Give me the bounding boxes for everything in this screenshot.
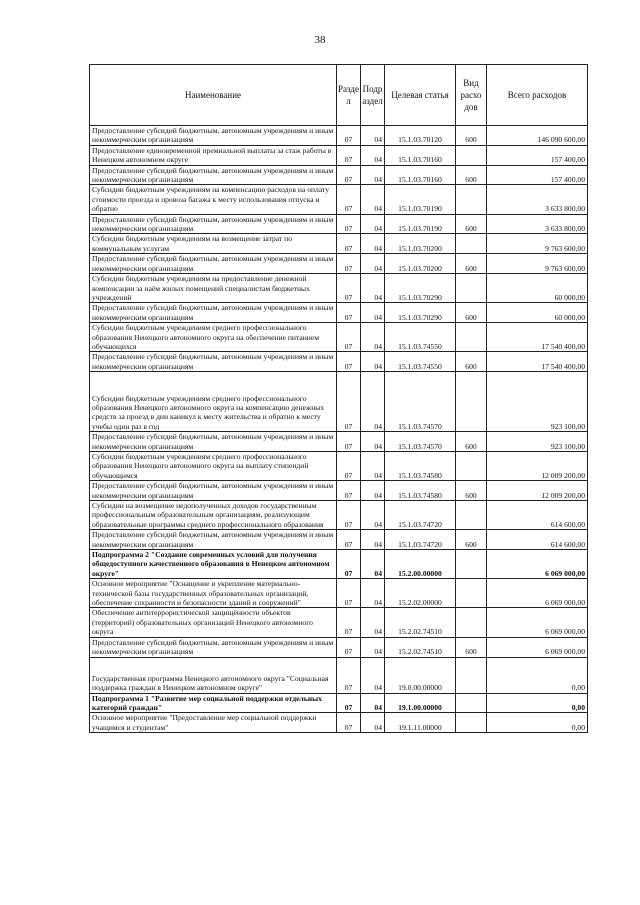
row-total: 3 633 800,00 [487,214,588,234]
row-subsection: 04 [361,693,385,713]
row-total: 0,00 [487,693,588,713]
row-subsection: 04 [361,214,385,234]
table-row [90,501,588,530]
row-exp-type [456,323,487,352]
row-section: 07 [337,165,361,185]
row-exp-type [456,550,487,579]
row-exp-type: 600 [456,254,487,274]
row-section: 07 [337,657,361,693]
row-exp-type: 600 [456,432,487,452]
row-exp-type [456,713,487,733]
row-total: 6 069 000,00 [487,608,588,637]
row-total: 9 763 600,00 [487,234,588,254]
row-target: 15.1.03.74580 [385,451,456,480]
row-subsection: 04 [361,530,385,550]
row-section: 07 [337,550,361,579]
row-total: 614 600,00 [487,530,588,550]
row-target: 15.1.03.70160 [385,145,456,165]
row-exp-type [456,608,487,637]
table-row [90,234,588,254]
table-row [90,303,588,323]
row-total: 157 400,00 [487,145,588,165]
row-total: 0,00 [487,713,588,733]
table-row [90,608,588,637]
table-row [90,145,588,165]
row-exp-type: 600 [456,214,487,234]
row-subsection: 04 [361,234,385,254]
row-subsection: 04 [361,185,385,214]
table-row [90,530,588,550]
row-name: Субсидии бюджетным учреждениям среднего профессионального образования Ненецкого автономного округа на обеспечение питанием обучающихся [90,323,337,352]
row-name: Предоставление субсидий бюджетным, автономным учреждениям и иным некоммерческим организациям [90,530,337,550]
row-target: 15.1.03.70290 [385,303,456,323]
row-target: 15.1.03.74550 [385,323,456,352]
table-row [90,274,588,303]
row-exp-type [456,657,487,693]
row-section: 07 [337,185,361,214]
row-total: 6 069 000,00 [487,579,588,608]
row-name: Обеспечение антитеррористической защищённости объектов (территорий) образовательных организаций Ненецкого автономного округа [90,608,337,637]
row-target: 15.1.03.70190 [385,214,456,234]
row-total: 923 100,00 [487,432,588,452]
row-section: 07 [337,637,361,657]
row-exp-type [456,451,487,480]
table-row [90,432,588,452]
row-subsection: 04 [361,657,385,693]
row-exp-type [456,693,487,713]
row-name: Основное мероприятие "Предоставление мер социальной поддержки учащимся и студентам" [90,713,337,733]
row-target: 15.1.03.74550 [385,352,456,372]
row-section: 07 [337,274,361,303]
row-total: 0,00 [487,657,588,693]
row-exp-type [456,234,487,254]
row-total: 6 069 000,00 [487,637,588,657]
header-row [90,65,588,126]
row-exp-type [456,274,487,303]
row-exp-type: 600 [456,637,487,657]
row-total: 923 100,00 [487,372,588,432]
row-subsection: 04 [361,145,385,165]
row-subsection: 04 [361,608,385,637]
row-name: Предоставление субсидий бюджетным, автономным учреждениям и иным некоммерческим организациям [90,303,337,323]
budget-table [89,64,588,733]
row-target: 15.1.03.70290 [385,274,456,303]
row-section: 07 [337,254,361,274]
table-row [90,323,588,352]
row-exp-type [456,145,487,165]
row-name: Предоставление субсидий бюджетным, автономным учреждениям и иным некоммерческим организациям [90,481,337,501]
row-name: Субсидии на возмещение недополученных доходов государственным профессиональным образовательным организациям, реализующим образовательные программы среднего профессионального образования [90,501,337,530]
row-target: 15.1.03.74580 [385,481,456,501]
row-total: 60 000,00 [487,274,588,303]
table-row [90,352,588,372]
table-row [90,579,588,608]
row-section: 07 [337,432,361,452]
row-name: Предоставление субсидий бюджетным, автономным учреждениям и иным некоммерческим организациям [90,165,337,185]
row-target: 15.1.03.74720 [385,501,456,530]
row-subsection: 04 [361,713,385,733]
row-target: 15.1.03.74570 [385,432,456,452]
row-target: 15.2.00.00000 [385,550,456,579]
table-row [90,550,588,579]
row-name: Основное мероприятие "Оснащение и укрепление материально-технической базы государственных образовательных организаций, обеспечение сохранности и безопасности зданий и сооружений" [90,579,337,608]
row-subsection: 04 [361,481,385,501]
header-target: Целевая статья [385,65,456,126]
row-total: 9 763 600,00 [487,254,588,274]
row-target: 15.1.03.70190 [385,185,456,214]
row-total: 157 400,00 [487,165,588,185]
row-name: Предоставление субсидий бюджетным, автономным учреждениям и иным некоммерческим организациям [90,214,337,234]
row-exp-type [456,185,487,214]
row-total: 60 000,00 [487,303,588,323]
row-name: Субсидии бюджетным учреждениям среднего профессионального образования Ненецкого автономного округа на выплату стипендий обучающимся [90,451,337,480]
row-subsection: 04 [361,501,385,530]
header-exp-type: Вид расхо дов [456,65,487,126]
row-exp-type [456,501,487,530]
row-subsection: 04 [361,303,385,323]
row-section: 07 [337,214,361,234]
row-name: Субсидии бюджетным учреждениям на предоставление денежной компенсации за наём жилых помещений специалистам бюджетных учреждений [90,274,337,303]
row-section: 07 [337,145,361,165]
row-name: Субсидии бюджетным учреждениям среднего профессионального образования Ненецкого автономного округа на компенсацию денежных средств за проезд в дни каникул к месту жительства и обратно к месту учебы один раз в год [90,372,337,432]
row-total: 12 009 200,00 [487,481,588,501]
row-exp-type: 600 [456,481,487,501]
table-row [90,214,588,234]
row-name: Подпрограмма 1 "Развитие мер социальной поддержки отдельных категорий граждан" [90,693,337,713]
row-name: Субсидии бюджетным учреждениям на компенсацию расходов на оплату стоимости проезда и провоза багажа к месту использования отпуска и обратно [90,185,337,214]
table-row [90,254,588,274]
row-subsection: 04 [361,126,385,146]
row-target: 15.1.03.74720 [385,530,456,550]
header-total: Всего расходов [487,65,588,126]
row-target: 15.1.03.70160 [385,165,456,185]
row-subsection: 04 [361,432,385,452]
row-exp-type: 600 [456,352,487,372]
row-subsection: 04 [361,165,385,185]
row-section: 07 [337,303,361,323]
row-section: 07 [337,579,361,608]
row-total: 12 009 200,00 [487,451,588,480]
row-name: Предоставление субсидий бюджетным, автономным учреждениям и иным некоммерческим организациям [90,637,337,657]
row-target: 15.2.02.74510 [385,608,456,637]
row-section: 07 [337,713,361,733]
row-section: 07 [337,608,361,637]
row-total: 146 090 600,00 [487,126,588,146]
row-name: Предоставление субсидий бюджетным, автономным учреждениям и иным некоммерческим организациям [90,352,337,372]
row-target: 15.2.02.00000 [385,579,456,608]
row-subsection: 04 [361,372,385,432]
table-row [90,185,588,214]
row-subsection: 04 [361,323,385,352]
row-section: 07 [337,372,361,432]
row-subsection: 04 [361,451,385,480]
row-exp-type [456,372,487,432]
row-subsection: 04 [361,579,385,608]
row-target: 15.1.03.74570 [385,372,456,432]
row-target: 15.1.03.70120 [385,126,456,146]
row-section: 07 [337,530,361,550]
row-section: 07 [337,481,361,501]
row-section: 07 [337,501,361,530]
row-name: Предоставление субсидий бюджетным, автономным учреждениям и иным некоммерческим организациям [90,126,337,146]
header-subsection: Подр аздел [361,65,385,126]
row-exp-type [456,579,487,608]
row-section: 07 [337,323,361,352]
table-row [90,693,588,713]
row-name: Предоставление единовременной премиальной выплаты за стаж работы в Ненецком автономном округе [90,145,337,165]
row-name: Субсидии бюджетным учреждениям на возмещение затрат по коммунальным услугам [90,234,337,254]
row-target: 19.0.00.00000 [385,657,456,693]
row-exp-type: 600 [456,165,487,185]
table-row [90,165,588,185]
table-row [90,126,588,146]
row-target: 15.2.02.74510 [385,637,456,657]
row-total: 17 540 400,00 [487,323,588,352]
row-total: 3 633 800,00 [487,185,588,214]
row-exp-type: 600 [456,530,487,550]
header-name: Наименование [90,65,337,126]
row-subsection: 04 [361,637,385,657]
row-total: 6 069 000,00 [487,550,588,579]
row-target: 15.1.03.70200 [385,234,456,254]
table-row [90,713,588,733]
header-section: Разде л [337,65,361,126]
row-subsection: 04 [361,254,385,274]
row-name: Предоставление субсидий бюджетным, автономным учреждениям и иным некоммерческим организациям [90,432,337,452]
row-name: Подпрограмма 2 "Создание современных условий для получения общедоступного качественного образования в Ненецком автономном округе" [90,550,337,579]
row-target: 19.1.00.00000 [385,693,456,713]
table-row [90,657,588,693]
table-row [90,451,588,480]
row-section: 07 [337,693,361,713]
row-total: 17 540 400,00 [487,352,588,372]
table-row [90,372,588,432]
table-row [90,637,588,657]
row-name: Государственная программа Ненецкого автономного округа "Социальная поддержка граждан в Ненецком автономном округе" [90,657,337,693]
table-row [90,481,588,501]
row-subsection: 04 [361,274,385,303]
row-name: Предоставление субсидий бюджетным, автономным учреждениям и иным некоммерческим организациям [90,254,337,274]
row-subsection: 04 [361,352,385,372]
row-target: 19.1.11.00000 [385,713,456,733]
row-total: 614 600,00 [487,501,588,530]
row-target: 15.1.03.70200 [385,254,456,274]
row-exp-type: 600 [456,126,487,146]
row-section: 07 [337,234,361,254]
page-number: 38 [314,34,326,46]
row-section: 07 [337,352,361,372]
row-section: 07 [337,126,361,146]
row-subsection: 04 [361,550,385,579]
row-exp-type: 600 [456,303,487,323]
row-section: 07 [337,451,361,480]
